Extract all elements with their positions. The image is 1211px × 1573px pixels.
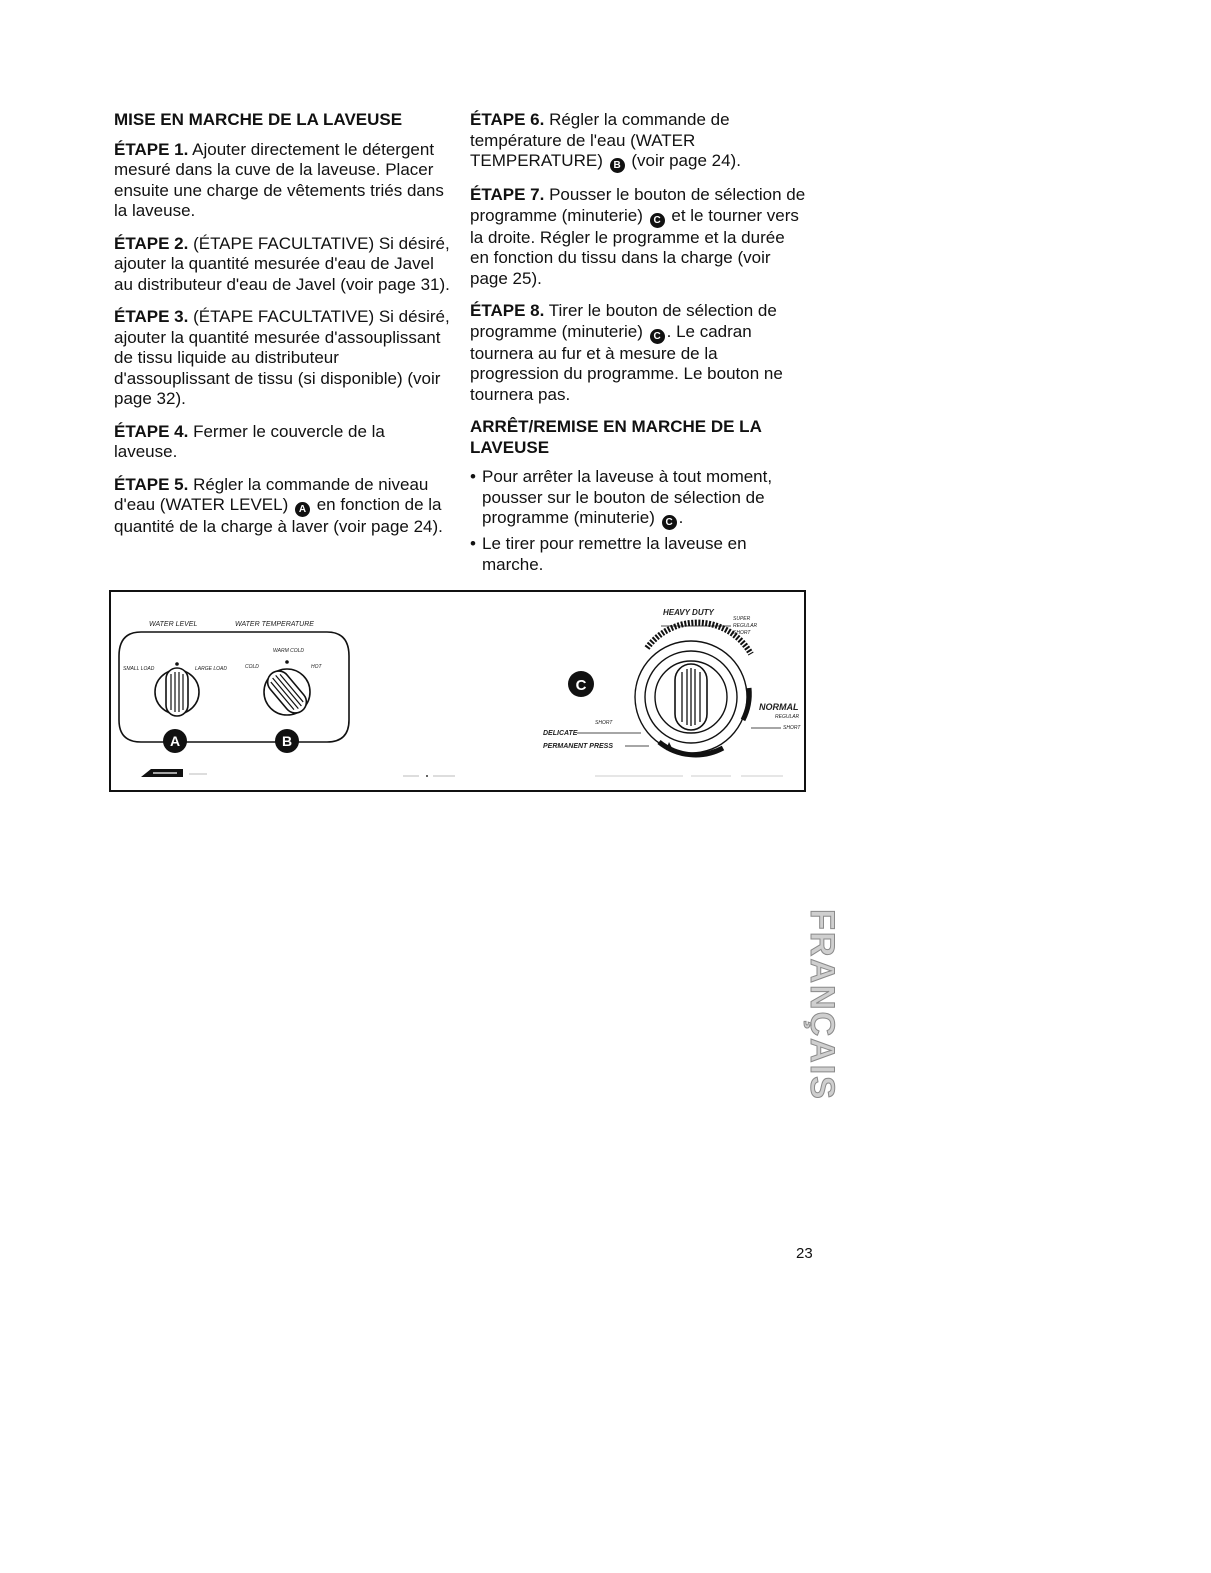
brand-logo <box>141 769 207 777</box>
step-label: ÉTAPE 7. <box>470 185 545 204</box>
step-text: en fonction de la quantité de la charge à laver (voir page 24). <box>114 495 443 536</box>
dial-dot <box>285 660 289 664</box>
super-label: SUPER <box>733 616 751 622</box>
step-text: (ÉTAPE FACULTATIVE) Si désiré, ajouter la quantité mesurée d'assouplissant de tissu liquide au distributeur d'assouplissant de tissu (si disponible) (voir page 32). <box>114 307 450 408</box>
control-panel-drawing <box>111 592 808 794</box>
step-2 <box>114 234 452 296</box>
list-item <box>470 534 808 575</box>
normal-label: NORMAL <box>759 702 799 712</box>
capacity-text-placeholder <box>403 775 455 777</box>
left-column <box>114 110 452 550</box>
delicate-label: DELICATE <box>543 730 578 737</box>
water-temperature-label: WATER TEMPERATURE <box>235 621 314 628</box>
bullet-icon: • <box>470 534 476 553</box>
marker-c-icon: C <box>650 329 665 344</box>
short-label: SHORT <box>595 720 613 726</box>
short-label: SHORT <box>733 630 751 636</box>
step-text: Ajouter directement le détergent mesuré dans la cuve de la laveuse. Placer ensuite une charge de vêtements triés dans la laveuse. <box>114 139 444 220</box>
bullet-text: Pour arrêter la laveuse à tout moment, pousser sur le bouton de sélection de programme (minuterie) <box>482 467 773 527</box>
step-text: Régler la commande de température de l'eau (WATER TEMPERATURE) <box>470 110 730 170</box>
regular-label: REGULAR <box>733 623 758 629</box>
language-tab: FRANÇAIS <box>803 909 841 1101</box>
dial-dot <box>175 662 179 666</box>
step-text: Tirer le bouton de sélection de programme (minuterie) <box>470 301 777 341</box>
step-label: ÉTAPE 2. <box>114 233 189 253</box>
step-label: ÉTAPE 1. <box>114 139 189 159</box>
bullet-text: . <box>678 508 684 527</box>
step-label: ÉTAPE 8. <box>470 301 545 320</box>
step-8 <box>470 301 808 405</box>
section-heading-stop-restart: ARRÊT/REMISE EN MARCHE DE LA LAVEUSE <box>470 417 762 457</box>
marker-b-icon <box>275 729 299 753</box>
hot-label: HOT <box>311 664 322 670</box>
water-level-label: WATER LEVEL <box>149 621 198 628</box>
section-heading-start: MISE EN MARCHE DE LA LAVEUSE <box>114 110 403 129</box>
cold-label: COLD <box>245 664 259 670</box>
knob-subpanel <box>119 632 349 742</box>
step-text: Fermer le couvercle de la laveuse. <box>114 421 385 461</box>
step-text: (voir page 24). <box>631 151 741 170</box>
page-number: 23 <box>796 1245 813 1262</box>
control-panel-illustration <box>109 590 806 792</box>
marker-b-icon: B <box>610 158 625 173</box>
step-3 <box>114 307 452 410</box>
marker-c-icon: C <box>662 515 677 530</box>
bullet-text: Le tirer pour remettre la laveuse en marche. <box>482 534 747 574</box>
step-text: . Le cadran tournera au fur et à mesure de la progression du programme. Le bouton ne tournera pas. <box>470 321 783 404</box>
step-label: ÉTAPE 5. <box>114 474 189 494</box>
permanent-press-label: PERMANENT PRESS <box>543 743 614 750</box>
step-text: Régler la commande de niveau d'eau (WATER LEVEL) <box>114 474 429 514</box>
list-item <box>470 467 808 530</box>
step-text: et le tourner vers la droite. Régler le programme et la durée en fonction du tissu dans la charge (voir page 25). <box>470 205 799 288</box>
warm-cold-label: WARM COLD <box>273 648 305 654</box>
short-label: SHORT <box>783 725 801 731</box>
step-text: (ÉTAPE FACULTATIVE) Si désiré, ajouter la quantité mesurée d'eau de Javel au distributeur d'eau de Javel (voir page 31). <box>114 233 450 294</box>
regular-label: REGULAR <box>775 714 800 720</box>
marker-b-text: B <box>281 733 293 749</box>
marker-c-text: C <box>575 677 587 694</box>
marker-a-icon <box>163 729 187 753</box>
step-5 <box>114 475 452 538</box>
step-7 <box>470 185 808 289</box>
water-temperature-knob <box>245 648 323 717</box>
marker-a-text: A <box>169 733 181 749</box>
step-label: ÉTAPE 3. <box>114 307 189 326</box>
water-level-knob <box>123 662 227 716</box>
right-column <box>470 110 808 579</box>
bullet-list <box>470 467 808 575</box>
step-1 <box>114 140 452 222</box>
heavy-duty-label: HEAVY DUTY <box>663 608 714 617</box>
step-4 <box>114 422 452 463</box>
marker-c-icon <box>568 671 594 697</box>
large-load-label: LARGE LOAD <box>195 666 227 672</box>
marker-a-icon: A <box>295 502 310 517</box>
step-label: ÉTAPE 4. <box>114 421 189 441</box>
bullet-icon: • <box>470 467 476 486</box>
step-6 <box>470 110 808 173</box>
step-text: Pousser le bouton de sélection de programme (minuterie) <box>470 185 806 225</box>
step-label: ÉTAPE 6. <box>470 110 545 129</box>
marker-c-icon: C <box>650 213 665 228</box>
small-load-label: SMALL LOAD <box>123 666 155 672</box>
